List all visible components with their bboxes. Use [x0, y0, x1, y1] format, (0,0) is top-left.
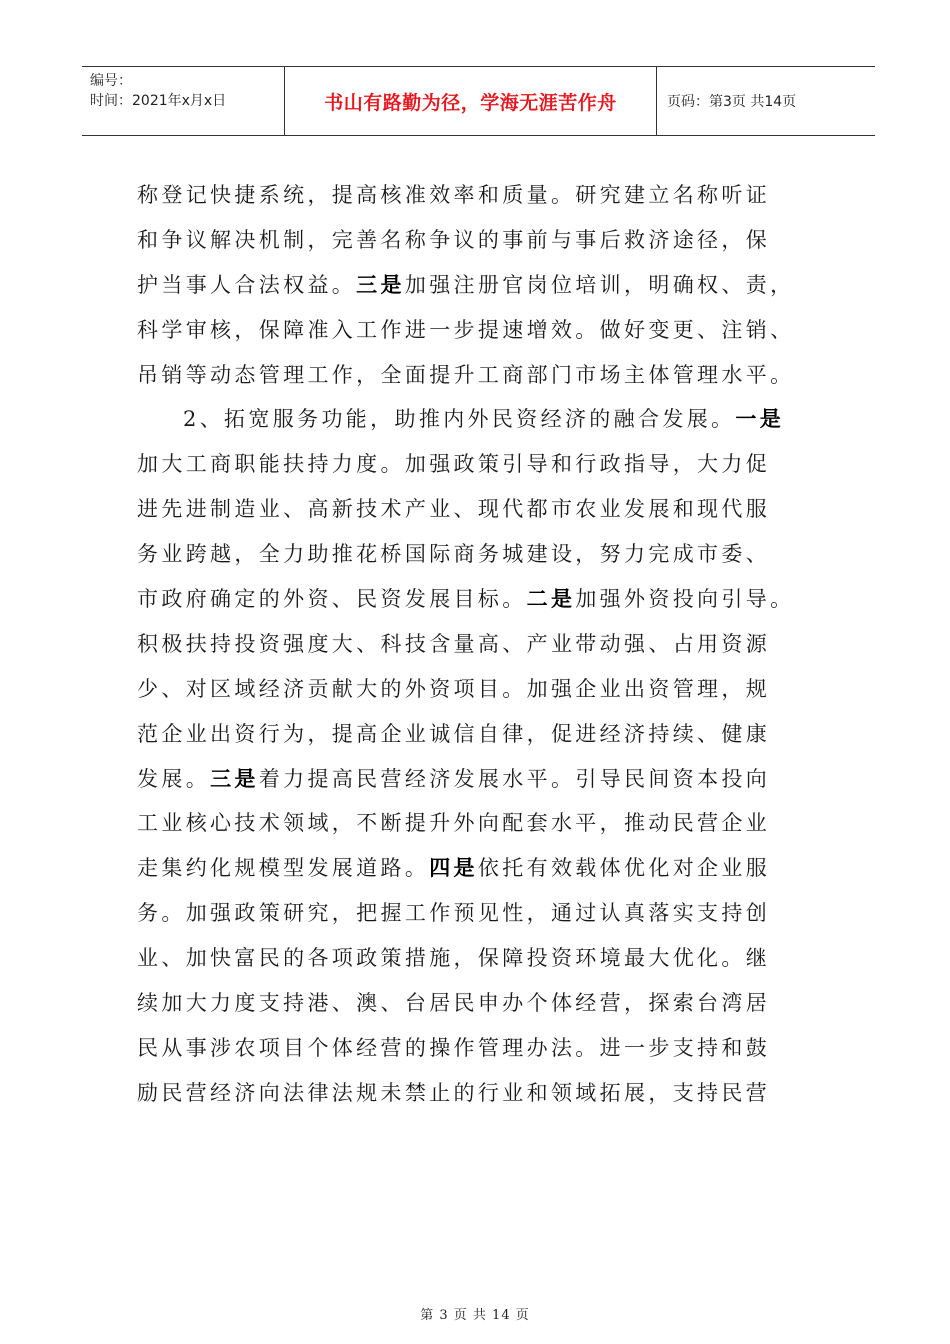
text-line	[137, 308, 837, 353]
text-segment: 着力提高民营经济发展水平。引导民间资本投向	[258, 766, 771, 791]
text-segment: 民从事涉农项目个体经营的操作管理办法。进一步支持和鼓	[137, 1035, 771, 1060]
text-segment: 少、对区域经济贡献大的外资项目。加强企业出资管理，规	[137, 676, 771, 701]
text-segment: 护当事人合法权益。	[137, 272, 357, 297]
text-line	[137, 891, 837, 936]
text-segment: 进先进制造业、高新技术产业、现代都市农业发展和现代服	[137, 497, 771, 522]
bold-marker: 四是	[429, 856, 478, 881]
text-segment: 务。加强政策研究，把握工作预见性，通过认真落实支持创	[137, 901, 771, 926]
text-line	[137, 218, 837, 263]
text-segment: 业、加快富民的各项政策措施，保障投资环境最大优化。继	[137, 946, 771, 971]
text-line	[137, 442, 837, 487]
text-segment: 依托有效载体优化对企业服	[477, 856, 771, 881]
text-segment: 务业跨越，全力助推花桥国际商务城建设，努力完成市委、	[137, 542, 771, 567]
text-line	[137, 712, 837, 757]
text-segment: 加强注册官岗位培训，明确权、责，	[404, 272, 795, 297]
text-segment: 加强外资投向引导。	[575, 587, 795, 612]
document-body	[137, 173, 837, 1116]
text-segment: 2、拓宽服务功能，助推内外民资经济的融合发展。	[183, 407, 736, 432]
text-line	[137, 173, 837, 218]
text-segment: 称登记快捷系统，提高核准效率和质量。研究建立名称听证	[137, 183, 771, 207]
text-segment: 走集约化规模型发展道路。	[137, 856, 430, 881]
text-segment: 励民营经济向法律法规未禁止的行业和领域拓展，支持民营	[137, 1080, 771, 1105]
text-line	[137, 263, 837, 308]
text-segment: 科学审核，保障准入工作进一步提速增效。做好变更、注销、	[137, 317, 795, 342]
text-line	[137, 757, 837, 802]
footer-page-number: 第 3 页 共 14 页	[420, 1308, 530, 1323]
text-line	[137, 353, 837, 398]
bold-marker: 三是	[210, 766, 259, 791]
text-line	[137, 622, 837, 667]
text-segment: 和争议解决机制，完善名称争议的事前与事后救济途径，保	[137, 227, 771, 252]
number-label: 编号：	[90, 73, 132, 89]
text-line	[137, 487, 837, 532]
page-header	[82, 66, 875, 136]
time-label: 时间：2021年x月x日	[90, 93, 227, 109]
text-segment: 加大工商职能扶持力度。加强政策引导和行政指导，大力促	[137, 452, 771, 477]
text-segment: 市政府确定的外资、民资发展目标。	[137, 587, 527, 612]
text-line	[137, 397, 837, 442]
text-line	[137, 801, 837, 846]
text-line	[137, 981, 837, 1026]
text-segment: 吊销等动态管理工作，全面提升工商部门市场主体管理水平。	[137, 362, 795, 387]
bold-marker: 二是	[526, 587, 576, 612]
page-footer	[0, 1304, 950, 1323]
text-line	[137, 532, 837, 577]
text-line	[137, 667, 837, 712]
header-motto	[285, 67, 657, 135]
text-segment: 工业核心技术领域，不断提升外向配套水平，推动民营企业	[137, 811, 771, 836]
text-segment: 续加大力度支持港、澳、台居民申办个体经营，探索台湾居	[137, 991, 771, 1016]
bold-marker: 三是	[356, 272, 405, 297]
text-line	[137, 1026, 837, 1071]
text-segment: 积极扶持投资强度大、科技含量高、产业带动强、占用资源	[137, 631, 771, 656]
page-info-text: 页码：第3页 共14页	[667, 94, 797, 110]
text-line	[137, 846, 837, 891]
bold-marker: 一是	[735, 407, 785, 432]
motto-text: 书山有路勤为径，学海无涯苦作舟	[324, 91, 617, 114]
text-segment: 范企业出资行为，提高企业诚信自律，促进经济持续、健康	[137, 721, 771, 746]
text-line	[137, 577, 837, 622]
text-line	[137, 1071, 837, 1116]
header-meta	[82, 67, 285, 135]
text-line	[137, 936, 837, 981]
text-segment: 发展。	[137, 766, 211, 791]
header-page-info	[657, 67, 875, 135]
